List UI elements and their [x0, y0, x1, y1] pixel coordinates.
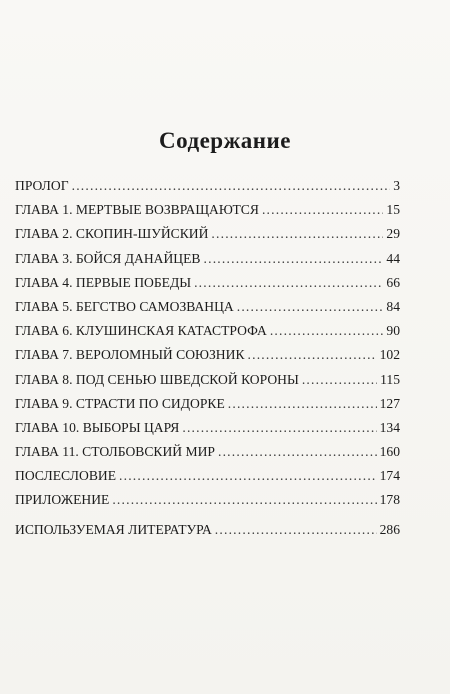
- leader-dots: [211, 222, 383, 246]
- toc-entry-page: 115: [380, 371, 400, 387]
- toc-entry-chapter-6[interactable]: [15, 319, 400, 343]
- toc-entry-chapter-11[interactable]: [15, 440, 400, 464]
- leader-dots: [270, 319, 384, 343]
- toc-entry-page: 286: [379, 521, 400, 537]
- toc-entry-chapter-5[interactable]: [15, 295, 400, 319]
- toc-entry-chapter-8[interactable]: [15, 368, 400, 392]
- contents-heading: Содержание: [159, 128, 291, 153]
- leader-dots: [119, 464, 377, 488]
- toc-entry-label: ГЛАВА 11. СТОЛБОВСКИЙ МИР: [15, 444, 215, 460]
- leader-dots: [237, 295, 384, 319]
- toc-entry-page: 66: [386, 274, 400, 290]
- toc-entry-page: 174: [379, 468, 400, 484]
- toc-entry-label: ПРИЛОЖЕНИЕ: [15, 492, 110, 508]
- table-of-contents: [15, 174, 400, 542]
- toc-entry-label: ПРОЛОГ: [15, 178, 69, 193]
- toc-entry-label: ГЛАВА 10. ВЫБОРЫ ЦАРЯ: [15, 419, 180, 435]
- leader-dots: [194, 271, 383, 295]
- toc-entry-page: 3: [393, 178, 400, 193]
- toc-entry-page: 44: [386, 250, 400, 266]
- toc-entry-afterword[interactable]: [15, 464, 400, 488]
- toc-entry-page: 90: [386, 323, 400, 339]
- leader-dots: [72, 174, 391, 198]
- toc-entry-prologue[interactable]: [15, 174, 400, 198]
- toc-entry-chapter-1[interactable]: [15, 198, 400, 222]
- toc-entry-page: 127: [379, 395, 400, 411]
- toc-entry-label: ГЛАВА 8. ПОД СЕНЬЮ ШВЕДСКОЙ КОРОНЫ: [15, 371, 299, 387]
- leader-dots: [204, 247, 384, 271]
- leader-dots: [228, 392, 377, 416]
- toc-entry-label: ГЛАВА 6. КЛУШИНСКАЯ КАТАСТРОФА: [15, 323, 267, 339]
- toc-entry-chapter-4[interactable]: [15, 271, 400, 295]
- toc-entry-chapter-3[interactable]: [15, 247, 400, 271]
- toc-entry-chapter-9[interactable]: [15, 392, 400, 416]
- toc-entry-bibliography[interactable]: [15, 518, 400, 542]
- leader-dots: [215, 518, 377, 542]
- toc-entry-label: ГЛАВА 1. МЕРТВЫЕ ВОЗВРАЩАЮТСЯ: [15, 202, 259, 218]
- leader-dots: [262, 198, 383, 222]
- toc-entry-label: ГЛАВА 9. СТРАСТИ ПО СИДОРКЕ: [15, 395, 225, 411]
- leader-dots: [302, 368, 377, 392]
- toc-entry-chapter-10[interactable]: [15, 416, 400, 440]
- toc-entry-label: ПОСЛЕСЛОВИЕ: [15, 468, 117, 484]
- toc-entry-page: 15: [386, 202, 400, 218]
- leader-dots: [112, 488, 376, 512]
- toc-entry-page: 134: [379, 419, 400, 435]
- toc-entry-label: ГЛАВА 2. СКОПИН-ШУЙСКИЙ: [15, 226, 209, 242]
- leader-dots: [248, 343, 377, 367]
- toc-entry-page: 84: [386, 298, 400, 314]
- toc-entry-label: ГЛАВА 5. БЕГСТВО САМОЗВАНЦА: [15, 298, 234, 314]
- toc-entry-label: ГЛАВА 3. БОЙСЯ ДАНАЙЦЕВ: [15, 250, 201, 266]
- leader-dots: [182, 416, 376, 440]
- toc-entry-label: ИСПОЛЬЗУЕМАЯ ЛИТЕРАТУРА: [15, 521, 212, 537]
- toc-entry-page: 29: [386, 226, 400, 242]
- toc-entry-label: ГЛАВА 7. ВЕРОЛОМНЫЙ СОЮЗНИК: [15, 347, 245, 363]
- toc-entry-appendix[interactable]: [15, 488, 400, 512]
- toc-entry-label: ГЛАВА 4. ПЕРВЫЕ ПОБЕДЫ: [15, 274, 192, 290]
- toc-entry-page: 102: [379, 347, 400, 363]
- toc-entry-chapter-7[interactable]: [15, 343, 400, 367]
- toc-entry-page: 160: [379, 444, 400, 460]
- toc-entry-page: 178: [379, 492, 400, 508]
- leader-dots: [218, 440, 377, 464]
- toc-entry-chapter-2[interactable]: [15, 222, 400, 246]
